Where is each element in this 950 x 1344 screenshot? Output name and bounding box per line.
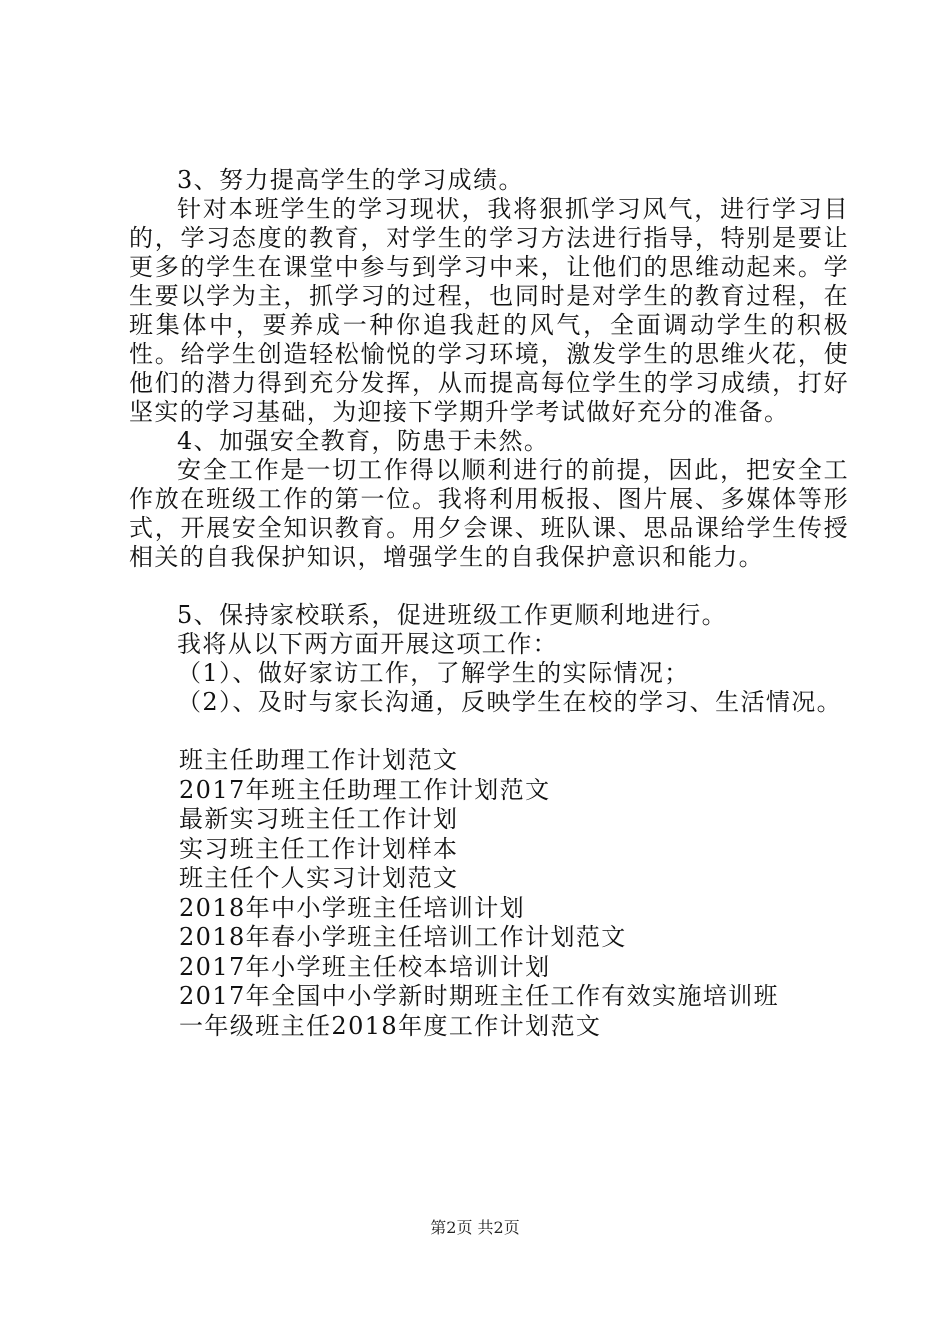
related-link[interactable]: 2017年全国中小学新时期班主任工作有效实施培训班 [179, 982, 780, 1010]
spacer [129, 717, 849, 746]
section-4-paragraph: 安全工作是一切工作得以顺利进行的前提，因此，把安全工作放在班级工作的第一位。我将利用板报、图片展、多媒体等形式，开展安全知识教育。用夕会课、班队课、思品课给学生传授相关的自我保护知识，增强学生的自我保护意识和能力。 [129, 456, 849, 571]
section-3-heading: 3、努力提高学生的学习成绩。 [177, 166, 524, 194]
related-links-list [129, 746, 849, 1041]
related-link[interactable]: 实习班主任工作计划样本 [179, 834, 459, 863]
related-link[interactable]: 2018年春小学班主任培训工作计划范文 [179, 923, 627, 951]
spacer [129, 572, 849, 601]
page-number: 第2页 共2页 [430, 1218, 520, 1237]
document-body [129, 166, 849, 1041]
related-link[interactable]: 2017年班主任助理工作计划范文 [179, 775, 551, 804]
related-link[interactable]: 最新实习班主任工作计划 [179, 805, 459, 833]
related-link[interactable]: 一年级班主任2018年度工作计划范文 [179, 1011, 602, 1040]
related-link[interactable]: 2017年小学班主任校本培训计划 [179, 952, 551, 981]
related-link[interactable]: 班主任助理工作计划范文 [179, 746, 459, 774]
section-4-heading: 4、加强安全教育，防患于未然。 [177, 427, 550, 455]
section-5-heading: 5、保持家校联系，促进班级工作更顺利地进行。 [177, 601, 728, 629]
related-link[interactable]: 2018年中小学班主任培训计划 [179, 893, 526, 922]
section-3-paragraph: 针对本班学生的学习现状，我将狠抓学习风气，进行学习目的，学习态度的教育，对学生的学习方法进行指导，特别是要让更多的学生在课堂中参与到学习中来，让他们的思维动起来。学生要以学为主，抓学习的过程，也同时是对学生的教育过程，在班集体中，要养成一种你追我赶的风气，全面调动学生的积极性。给学生创造轻松愉悦的学习环境，激发学生的思维火花，使他们的潜力得到充分发挥，从而提高每位学生的学习成绩，打好坚实的学习基础，为迎接下学期升学考试做好充分的准备。 [129, 195, 849, 426]
section-5-item-1: （1）、做好家访工作，了解学生的实际情况； [177, 659, 690, 687]
section-5-intro: 我将从以下两方面开展这项工作： [177, 630, 558, 658]
section-5-item-2: （2）、及时与家长沟通，反映学生在校的学习、生活情况。 [177, 688, 843, 716]
related-link[interactable]: 班主任个人实习计划范文 [179, 864, 459, 892]
